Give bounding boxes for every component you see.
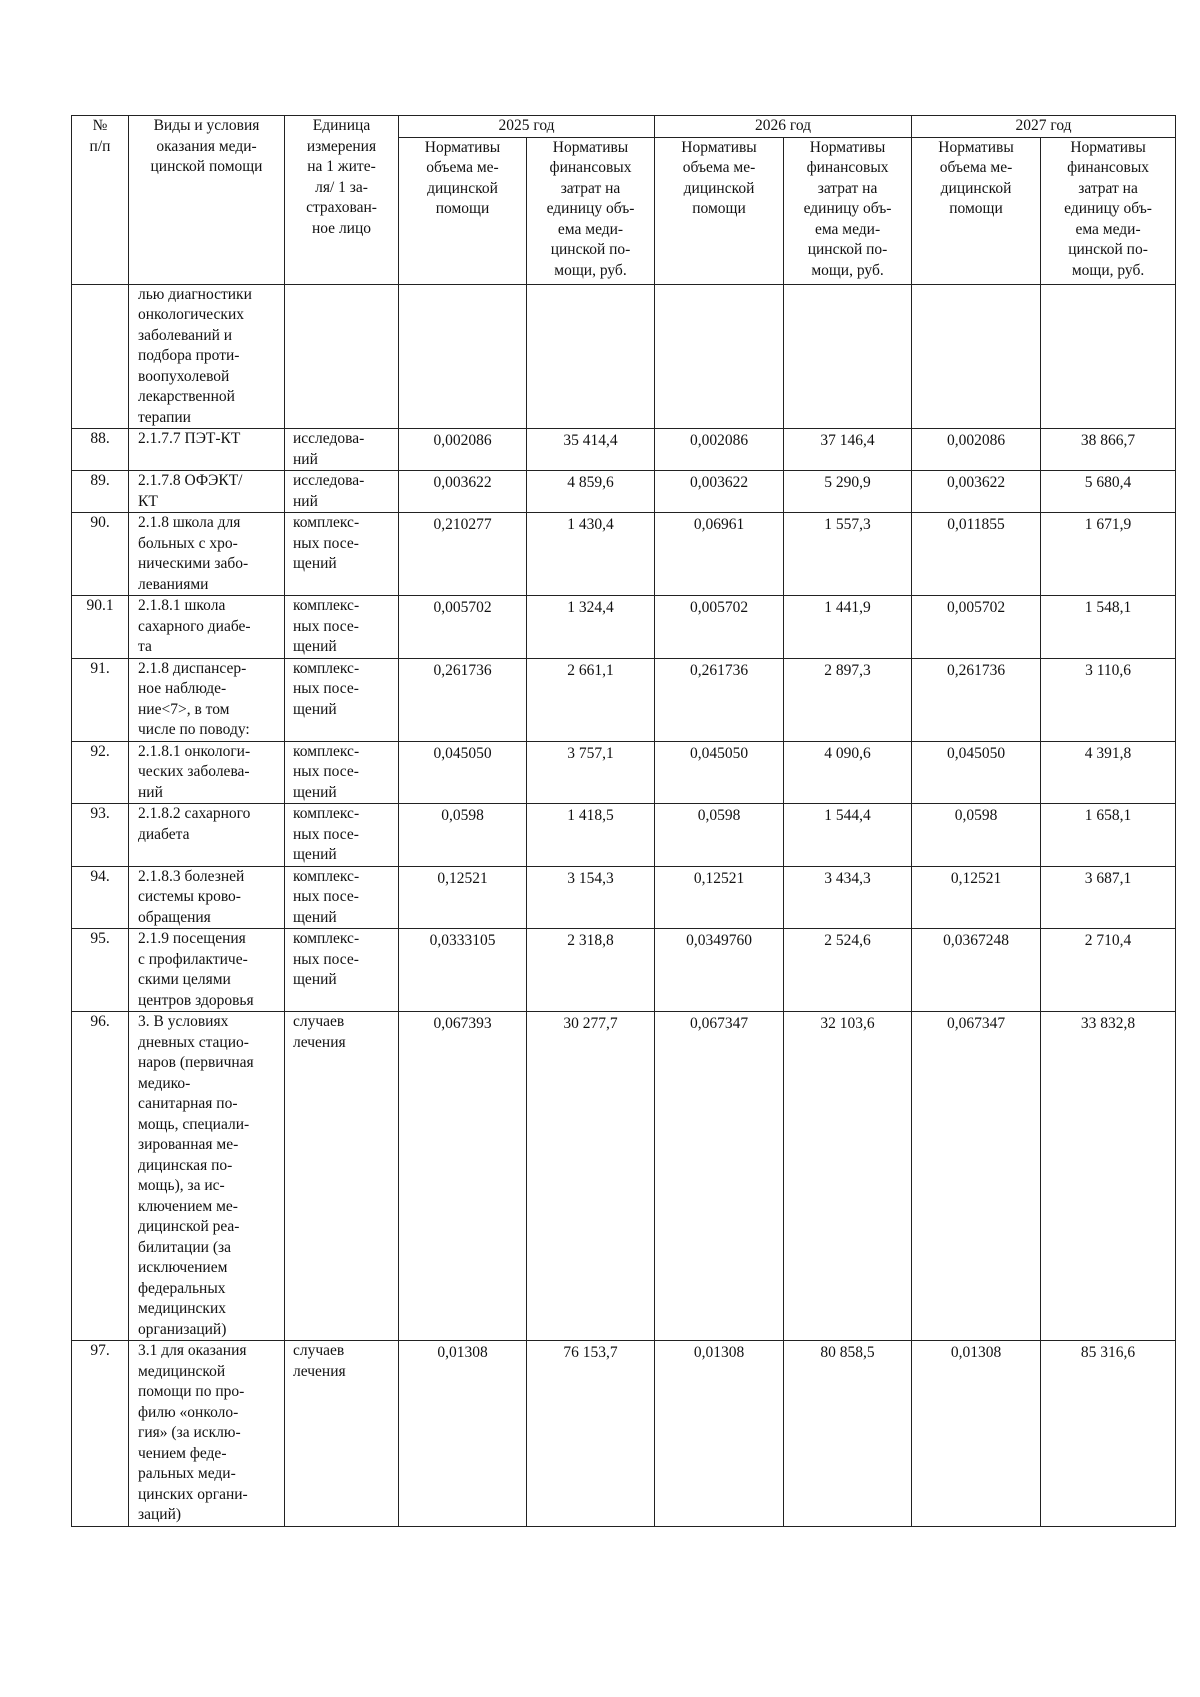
- cell-volume-2025: 0,002086: [399, 429, 527, 471]
- cell-cost-2025: 2 318,8: [527, 929, 655, 1012]
- table-body: [72, 284, 1176, 1526]
- unit-text: комплекс- ных посе- щений: [293, 597, 360, 655]
- care-type-text: 3.1 для оказания медицинской помощи по про- филю «онколо- гия» (за исклю- чением феде- ральных меди- цинских органи- заций): [138, 1342, 248, 1523]
- header-cost-2026: Нормативы финансовых затрат на единицу объ- ема меди- цинской по- мощи, руб.: [784, 137, 912, 284]
- row-unit: [285, 929, 399, 1012]
- cell-cost-2026: 1 544,4: [784, 804, 912, 867]
- cell-volume-2025: 0,210277: [399, 513, 527, 596]
- row-unit: [285, 866, 399, 929]
- cell-cost-2026: 37 146,4: [784, 429, 912, 471]
- row-number: 90.1: [72, 596, 129, 659]
- header-kind: Виды и условия оказания меди- цинской помощи: [129, 116, 285, 285]
- cell-volume-2026: 0,01308: [655, 1341, 784, 1527]
- cell-cost-2027: 3 110,6: [1041, 658, 1176, 741]
- cell-cost-2026: 5 290,9: [784, 471, 912, 513]
- header-cost-2027: Нормативы финансовых затрат на единицу объ- ема меди- цинской по- мощи, руб.: [1041, 137, 1176, 284]
- document-page: [71, 115, 1176, 1527]
- cell-volume-2025: 0,0598: [399, 804, 527, 867]
- row-number: 92.: [72, 741, 129, 804]
- cell-volume-2025: 0,045050: [399, 741, 527, 804]
- cell-cost-2027: 33 832,8: [1041, 1012, 1176, 1341]
- cell-volume-2026: [655, 284, 784, 429]
- unit-text: комплекс- ных посе- щений: [293, 659, 360, 718]
- cell-cost-2027: 2 710,4: [1041, 929, 1176, 1012]
- table-row: [72, 513, 1176, 596]
- care-type-text: 2.1.7.7 ПЭТ-КТ: [138, 430, 241, 447]
- row-care-type: [129, 284, 285, 429]
- unit-text: комплекс- ных посе- щений: [293, 867, 360, 926]
- row-care-type: [129, 1012, 285, 1341]
- row-unit: [285, 741, 399, 804]
- row-unit: [285, 513, 399, 596]
- header-num: № п/п: [72, 116, 129, 285]
- care-type-text: 2.1.8 школа для больных с хро- ническими забо- леваниями: [138, 514, 249, 593]
- cell-cost-2025: 4 859,6: [527, 471, 655, 513]
- row-number: 95.: [72, 929, 129, 1012]
- table-row: [72, 284, 1176, 429]
- row-unit: [285, 1341, 399, 1527]
- row-unit: [285, 658, 399, 741]
- row-number: [72, 284, 129, 429]
- cell-volume-2025: 0,261736: [399, 658, 527, 741]
- row-care-type: [129, 658, 285, 741]
- unit-text: комплекс- ных посе- щений: [293, 742, 360, 801]
- unit-text: исследова- ний: [293, 430, 365, 468]
- cell-cost-2027: 5 680,4: [1041, 471, 1176, 513]
- cell-cost-2025: 1 324,4: [527, 596, 655, 659]
- cell-volume-2026: 0,261736: [655, 658, 784, 741]
- cell-volume-2027: 0,261736: [912, 658, 1041, 741]
- cell-cost-2025: 1 430,4: [527, 513, 655, 596]
- cell-volume-2025: 0,005702: [399, 596, 527, 659]
- row-number: 97.: [72, 1341, 129, 1527]
- table-row: [72, 596, 1176, 659]
- row-care-type: [129, 929, 285, 1012]
- unit-text: случаев лечения: [293, 1013, 346, 1051]
- header-volume-2025: Нормативы объема ме- дицинской помощи: [399, 137, 527, 284]
- row-unit: [285, 429, 399, 471]
- row-care-type: [129, 471, 285, 513]
- table-row: [72, 471, 1176, 513]
- cell-volume-2026: 0,06961: [655, 513, 784, 596]
- cell-volume-2026: 0,12521: [655, 866, 784, 929]
- cell-cost-2025: 2 661,1: [527, 658, 655, 741]
- care-type-text: 3. В условиях дневных стацио- наров (первичная медико- санитарная по- мощь, специали- зированная ме- дицинская по- мощь), за ис- ключением ме- дицинской реа- билитации (за исключением федеральных медицинских организаций): [138, 1013, 254, 1338]
- cell-volume-2026: 0,003622: [655, 471, 784, 513]
- cell-volume-2027: 0,002086: [912, 429, 1041, 471]
- cell-cost-2026: 32 103,6: [784, 1012, 912, 1341]
- cell-volume-2025: 0,12521: [399, 866, 527, 929]
- header-unit: Единица измерения на 1 жите- ля/ 1 за- страхован- ное лицо: [285, 116, 399, 285]
- cell-volume-2027: 0,12521: [912, 866, 1041, 929]
- cell-cost-2027: 1 658,1: [1041, 804, 1176, 867]
- cell-cost-2025: 3 757,1: [527, 741, 655, 804]
- unit-text: комплекс- ных посе- щений: [293, 930, 360, 988]
- cell-cost-2025: 76 153,7: [527, 1341, 655, 1527]
- row-care-type: [129, 513, 285, 596]
- unit-text: случаев лечения: [293, 1342, 346, 1380]
- cell-volume-2027: 0,0598: [912, 804, 1041, 867]
- row-unit: [285, 1012, 399, 1341]
- cell-cost-2026: 1 557,3: [784, 513, 912, 596]
- cell-volume-2027: 0,01308: [912, 1341, 1041, 1527]
- cell-cost-2027: 1 548,1: [1041, 596, 1176, 659]
- cell-volume-2026: 0,045050: [655, 741, 784, 804]
- row-number: 88.: [72, 429, 129, 471]
- cell-cost-2027: 4 391,8: [1041, 741, 1176, 804]
- cell-cost-2025: 1 418,5: [527, 804, 655, 867]
- row-care-type: [129, 429, 285, 471]
- table-header: [72, 116, 1176, 285]
- cell-volume-2026: 0,005702: [655, 596, 784, 659]
- cell-volume-2026: 0,0598: [655, 804, 784, 867]
- cell-volume-2027: 0,067347: [912, 1012, 1041, 1341]
- cell-volume-2025: 0,003622: [399, 471, 527, 513]
- row-unit: [285, 596, 399, 659]
- unit-text: исследова- ний: [293, 472, 365, 510]
- row-number: 90.: [72, 513, 129, 596]
- table-row: [72, 1341, 1176, 1527]
- table-row: [72, 1012, 1176, 1341]
- header-row-years: [72, 116, 1176, 138]
- row-number: 91.: [72, 658, 129, 741]
- cell-cost-2027: 1 671,9: [1041, 513, 1176, 596]
- cell-volume-2026: 0,067347: [655, 1012, 784, 1341]
- row-unit: [285, 471, 399, 513]
- cell-volume-2026: 0,002086: [655, 429, 784, 471]
- cell-cost-2025: [527, 284, 655, 429]
- header-volume-2027: Нормативы объема ме- дицинской помощи: [912, 137, 1041, 284]
- row-number: 96.: [72, 1012, 129, 1341]
- cell-cost-2027: 38 866,7: [1041, 429, 1176, 471]
- cell-cost-2025: 30 277,7: [527, 1012, 655, 1341]
- care-type-text: 2.1.8 диспансер- ное наблюде- ние<7>, в том числе по поводу:: [138, 659, 250, 738]
- header-volume-2026: Нормативы объема ме- дицинской помощи: [655, 137, 784, 284]
- norms-table: [71, 115, 1176, 1527]
- table-row: [72, 741, 1176, 804]
- unit-text: комплекс- ных посе- щений: [293, 514, 360, 572]
- row-care-type: [129, 804, 285, 867]
- cell-volume-2025: 0,067393: [399, 1012, 527, 1341]
- cell-cost-2027: 85 316,6: [1041, 1341, 1176, 1527]
- cell-volume-2027: [912, 284, 1041, 429]
- care-type-text: лью диагностики онкологических заболеваний и подбора проти- воопухолевой лекарственной терапии: [138, 285, 252, 426]
- row-care-type: [129, 741, 285, 804]
- cell-cost-2027: 3 687,1: [1041, 866, 1176, 929]
- care-type-text: 2.1.8.1 школа сахарного диабе- та: [138, 597, 251, 655]
- header-year-2025: 2025 год: [399, 116, 655, 138]
- row-care-type: [129, 1341, 285, 1527]
- table-row: [72, 929, 1176, 1012]
- cell-cost-2026: 1 441,9: [784, 596, 912, 659]
- care-type-text: 2.1.7.8 ОФЭКТ/ КТ: [138, 472, 243, 510]
- table-row: [72, 658, 1176, 741]
- cell-volume-2025: 0,01308: [399, 1341, 527, 1527]
- cell-cost-2025: 3 154,3: [527, 866, 655, 929]
- header-cost-2025: Нормативы финансовых затрат на единицу объ- ема меди- цинской по- мощи, руб.: [527, 137, 655, 284]
- row-number: 93.: [72, 804, 129, 867]
- row-unit: [285, 804, 399, 867]
- header-year-2026: 2026 год: [655, 116, 912, 138]
- cell-cost-2026: 2 897,3: [784, 658, 912, 741]
- cell-cost-2026: 3 434,3: [784, 866, 912, 929]
- care-type-text: 2.1.8.1 онкологи- ческих заболева- ний: [138, 742, 251, 801]
- row-care-type: [129, 866, 285, 929]
- table-row: [72, 429, 1176, 471]
- cell-volume-2025: [399, 284, 527, 429]
- cell-volume-2026: 0,0349760: [655, 929, 784, 1012]
- unit-text: комплекс- ных посе- щений: [293, 805, 360, 863]
- cell-cost-2025: 35 414,4: [527, 429, 655, 471]
- care-type-text: 2.1.9 посещения с профилактиче- скими целями центров здоровья: [138, 930, 254, 1009]
- table-row: [72, 866, 1176, 929]
- cell-volume-2027: 0,0367248: [912, 929, 1041, 1012]
- cell-volume-2027: 0,003622: [912, 471, 1041, 513]
- row-number: 89.: [72, 471, 129, 513]
- row-unit: [285, 284, 399, 429]
- header-year-2027: 2027 год: [912, 116, 1176, 138]
- care-type-text: 2.1.8.2 сахарного диабета: [138, 805, 251, 843]
- cell-cost-2027: [1041, 284, 1176, 429]
- cell-volume-2025: 0,0333105: [399, 929, 527, 1012]
- cell-cost-2026: [784, 284, 912, 429]
- row-care-type: [129, 596, 285, 659]
- care-type-text: 2.1.8.3 болезней системы крово- обращения: [138, 867, 245, 926]
- cell-volume-2027: 0,011855: [912, 513, 1041, 596]
- cell-cost-2026: 2 524,6: [784, 929, 912, 1012]
- row-number: 94.: [72, 866, 129, 929]
- cell-volume-2027: 0,005702: [912, 596, 1041, 659]
- cell-cost-2026: 4 090,6: [784, 741, 912, 804]
- table-row: [72, 804, 1176, 867]
- cell-volume-2027: 0,045050: [912, 741, 1041, 804]
- cell-cost-2026: 80 858,5: [784, 1341, 912, 1527]
